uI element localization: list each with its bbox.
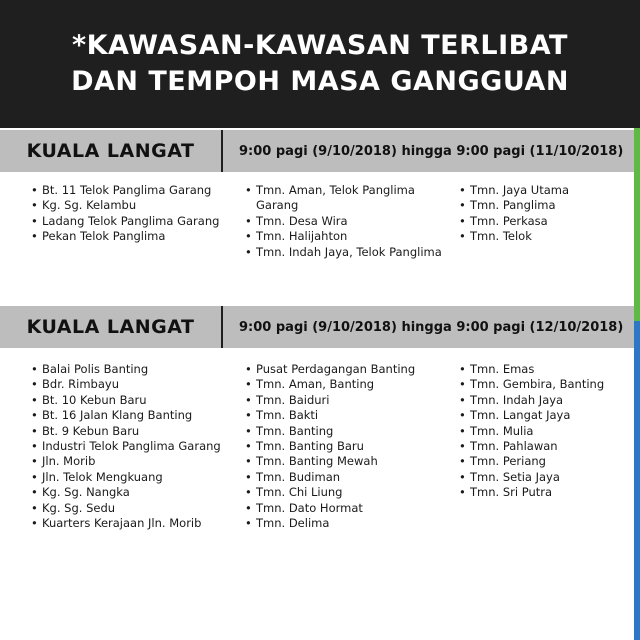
area-list [459, 183, 629, 245]
page-header [0, 0, 640, 128]
area-list [245, 183, 450, 260]
section-2-column-1 [31, 362, 231, 531]
area-list-item: • Tmn. Langat Jaya [459, 408, 629, 423]
area-list [459, 362, 629, 501]
area-list-item: • Kg. Sg. Kelambu [31, 198, 231, 213]
section-1-region: KUALA LANGAT [26, 140, 195, 162]
area-list-item: • Tmn. Bakti [245, 408, 450, 423]
area-list-item: • Tmn. Panglima [459, 198, 629, 213]
area-list-item: • Tmn. Jaya Utama [459, 183, 629, 198]
area-list-item: • Tmn. Halijahton [245, 229, 450, 244]
header-title-line-1: *KAWASAN-KAWASAN TERLIBAT [72, 30, 568, 61]
area-list-item: • Pusat Perdagangan Banting [245, 362, 450, 377]
area-list-item: • Tmn. Periang [459, 454, 629, 469]
area-list-item: • Kg. Sg. Sedu [31, 501, 231, 516]
area-list-item: • Bt. 11 Telok Panglima Garang [31, 183, 231, 198]
area-list-item: • Tmn. Gembira, Banting [459, 377, 629, 392]
area-list-item: • Industri Telok Panglima Garang [31, 439, 231, 454]
area-list-item: • Tmn. Mulia [459, 424, 629, 439]
area-list [31, 362, 231, 531]
area-list-item: • Tmn. Indah Jaya [459, 393, 629, 408]
area-list-item: • Tmn. Aman, Telok Panglima Garang [245, 183, 450, 214]
area-list-item: • Bt. 10 Kebun Baru [31, 393, 231, 408]
section-1-period: 9:00 pagi (9/10/2018) hingga 9:00 pagi (11/10/2018) [239, 143, 624, 159]
area-list-item: • Tmn. Indah Jaya, Telok Panglima [245, 245, 450, 260]
area-list-item: • Kuarters Kerajaan Jln. Morib [31, 516, 231, 531]
area-list-item: • Pekan Telok Panglima [31, 229, 231, 244]
area-list-item: • Tmn. Perkasa [459, 214, 629, 229]
section-1-column-3 [459, 183, 629, 245]
area-list-item: • Jln. Morib [31, 454, 231, 469]
area-list [245, 362, 450, 531]
area-list-item: • Bt. 16 Jalan Klang Banting [31, 408, 231, 423]
area-list-item: • Tmn. Aman, Banting [245, 377, 450, 392]
area-list-item: • Tmn. Emas [459, 362, 629, 377]
area-list-item: • Tmn. Banting Mewah [245, 454, 450, 469]
section-2-region: KUALA LANGAT [26, 316, 195, 338]
area-list-item: • Tmn. Chi Liung [245, 485, 450, 500]
section-1-bar [0, 130, 634, 172]
area-list-item: • Tmn. Dato Hormat [245, 501, 450, 516]
area-list-item: • Tmn. Setia Jaya [459, 470, 629, 485]
section-1-column-2 [245, 183, 450, 260]
section-2-period: 9:00 pagi (9/10/2018) hingga 9:00 pagi (12/10/2018) [239, 319, 624, 335]
area-list-item: • Tmn. Telok [459, 229, 629, 244]
side-accent-green [634, 128, 640, 321]
area-list-item: • Tmn. Delima [245, 516, 450, 531]
area-list-item: • Tmn. Pahlawan [459, 439, 629, 454]
area-list-item: • Tmn. Desa Wira [245, 214, 450, 229]
area-list-item: • Tmn. Baiduri [245, 393, 450, 408]
area-list-item: • Tmn. Banting Baru [245, 439, 450, 454]
area-list-item: • Balai Polis Banting [31, 362, 231, 377]
section-2-column-3 [459, 362, 629, 501]
area-list-item: • Ladang Telok Panglima Garang [31, 214, 231, 229]
area-list-item: • Tmn. Sri Putra [459, 485, 629, 500]
area-list-item: • Kg. Sg. Nangka [31, 485, 231, 500]
area-list-item: • Tmn. Budiman [245, 470, 450, 485]
side-accent-blue [634, 321, 640, 640]
area-list-item: • Tmn. Banting [245, 424, 450, 439]
section-2-bar [0, 306, 634, 348]
section-2-column-2 [245, 362, 450, 531]
area-list-item: • Bdr. Rimbayu [31, 377, 231, 392]
area-list-item: • Bt. 9 Kebun Baru [31, 424, 231, 439]
header-title-line-2: DAN TEMPOH MASA GANGGUAN [71, 66, 569, 97]
area-list-item: • Jln. Telok Mengkuang [31, 470, 231, 485]
area-list [31, 183, 231, 245]
section-1-column-1 [31, 183, 231, 245]
